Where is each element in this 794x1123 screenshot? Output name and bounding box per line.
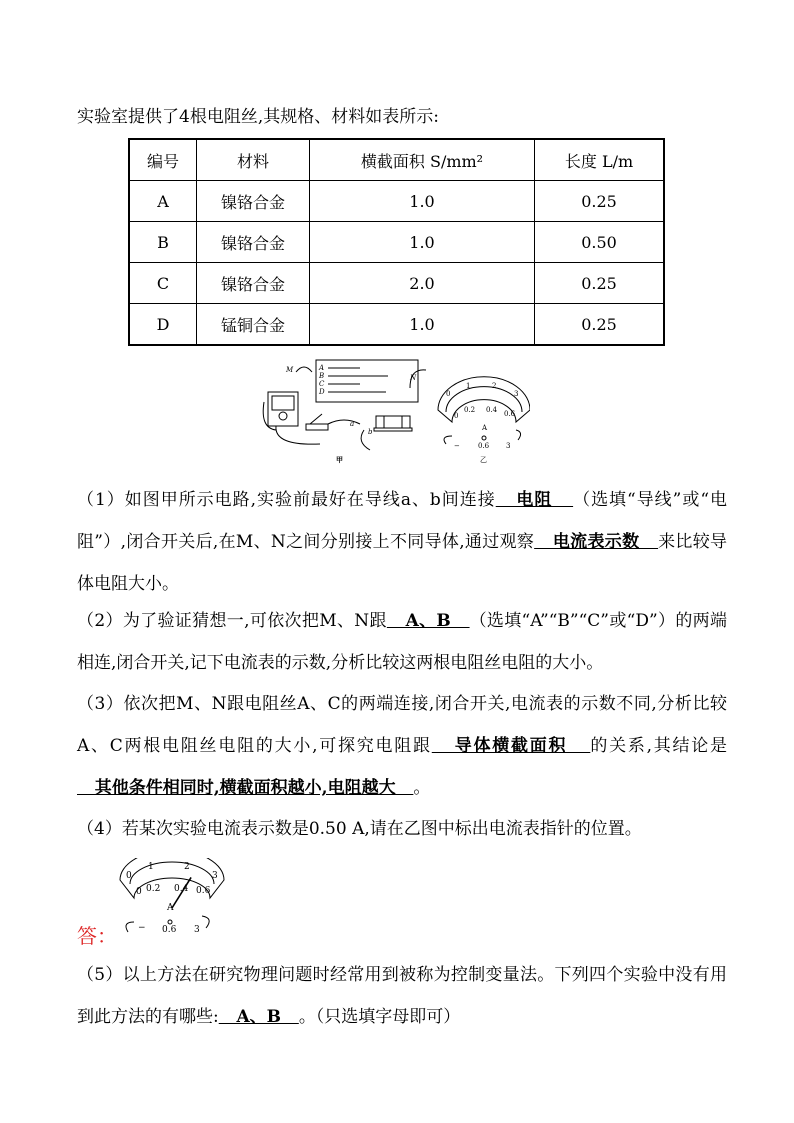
q3-text-2: 的关系,其结论是	[590, 736, 728, 756]
scale-top-label: 1	[148, 862, 154, 872]
wire-board	[316, 360, 418, 402]
wire-label: A	[319, 364, 325, 372]
q1-answer-2: 电流表示数	[534, 532, 659, 552]
question-1	[77, 479, 727, 605]
terminal-label: 3	[194, 925, 200, 935]
scale-bottom-label: 0.4	[486, 406, 498, 414]
q1-answer-1: 电阻	[495, 490, 574, 510]
scale-bottom-label: 0	[454, 412, 459, 420]
unit-label: A	[167, 903, 174, 913]
terminal-label: 3	[506, 442, 511, 450]
question-5	[77, 954, 727, 1038]
question-3	[77, 683, 727, 809]
scale-top-label: 3	[514, 390, 519, 398]
wire-label: D	[319, 388, 325, 396]
q1-text-1: （1）如图甲所示电路,实验前最好在导线a、b间连接	[77, 490, 496, 510]
answer-ammeter	[118, 858, 226, 936]
label-m: M	[286, 366, 294, 374]
table-row	[129, 263, 664, 304]
label-n: N	[410, 374, 417, 382]
table-cell: 1.0	[310, 304, 535, 346]
table-cell: 镍铬合金	[197, 263, 310, 304]
table-cell: D	[129, 304, 197, 346]
table-cell: 镍铬合金	[197, 222, 310, 263]
terminal-label: 0.6	[478, 442, 490, 450]
scale-top-label: 3	[212, 871, 218, 881]
scale-bottom-label: 0.6	[504, 410, 516, 418]
q2-answer-1: A、B	[386, 611, 470, 631]
table-row	[129, 222, 664, 263]
wire-label: C	[319, 380, 325, 388]
unit-label: A	[482, 424, 488, 432]
q1-text-2: （选填“导线”或“电阻”）,闭合开关后,在M、N之间分别接上不同导体,通过观察	[77, 490, 727, 552]
table-cell: C	[129, 263, 197, 304]
q5-answer-1: A、B	[218, 1007, 299, 1027]
answer-label: 答：	[77, 924, 117, 948]
spec-table	[128, 138, 665, 346]
q3-answer-1: 导体横截面积	[431, 736, 591, 756]
scale-top-label: 1	[466, 382, 471, 390]
label-b: b	[368, 428, 373, 436]
header-cell: 横截面积 S/mm²	[310, 139, 535, 181]
table-cell: 1.0	[310, 181, 535, 222]
circuit-figure	[260, 358, 530, 466]
table-cell: 0.25	[535, 263, 665, 304]
header-cell: 长度 L/m	[535, 139, 665, 181]
q1-text-3: 来比较导体电阻大小。	[77, 532, 728, 594]
terminal-label: 0.6	[162, 925, 177, 935]
question-2	[77, 600, 727, 684]
table-cell: A	[129, 181, 197, 222]
label-a: a	[350, 420, 355, 428]
q3-text-1: （3）依次把M、N跟电阻丝A、C的两端连接,闭合开关,电流表的示数不同,分析比较A、C两根电阻丝电阻的大小,可探究电阻跟	[77, 694, 727, 756]
header-cell: 材料	[197, 139, 310, 181]
header-cell: 编号	[129, 139, 197, 181]
q2-text-1: （2）为了验证猜想一,可依次把M、N跟	[77, 611, 387, 631]
q3-answer-2: 其他条件相同时,横截面积越小,电阻越大	[77, 778, 414, 798]
caption-jia: 甲	[336, 455, 343, 464]
scale-top-label: 0	[126, 871, 132, 881]
scale-bottom-label: 0.2	[464, 406, 476, 414]
table-cell: 0.25	[535, 181, 665, 222]
table-cell: 0.25	[535, 304, 665, 346]
scale-bottom-label: 0	[136, 887, 142, 897]
table-cell: 2.0	[310, 263, 535, 304]
intro-text: 实验室提供了4根电阻丝,其规格、材料如表所示:	[77, 107, 439, 127]
table-cell: 镍铬合金	[197, 181, 310, 222]
scale-bottom-label: 0.6	[196, 886, 211, 896]
caption-yi: 乙	[480, 456, 487, 464]
q2-text-2: （选填“A”“B”“C”或“D”）的两端相连,闭合开关,记下电流表的示数,分析比较这两根电阻丝电阻的大小。	[77, 611, 727, 673]
table-header-row	[129, 139, 664, 181]
scale-top-label: 2	[492, 382, 497, 390]
table-cell: 1.0	[310, 222, 535, 263]
scale-top-label: 2	[184, 862, 190, 872]
terminal-label: −	[138, 923, 146, 933]
q4-text-1: （4）若某次实验电流表示数是0.50 A,请在乙图中标出电流表指针的位置。	[77, 819, 642, 839]
table-cell: B	[129, 222, 197, 263]
scale-bottom-label: 0.2	[146, 884, 161, 894]
wire-label: B	[319, 372, 325, 380]
scale-top-label: 0	[446, 390, 451, 398]
question-4	[77, 808, 727, 850]
table-cell: 0.50	[535, 222, 665, 263]
table-row	[129, 181, 664, 222]
table-row	[129, 304, 664, 346]
q5-text-2: 。（只选填字母即可）	[298, 1007, 461, 1027]
scale-bottom-label: 0.4	[174, 884, 189, 894]
table-cell: 锰铜合金	[197, 304, 310, 346]
terminal-label: −	[454, 442, 460, 450]
q5-text-1: （5）以上方法在研究物理问题时经常用到被称为控制变量法。下列四个实验中没有用到此方法的有哪些:	[77, 965, 727, 1027]
q3-text-3: 。	[413, 778, 431, 798]
